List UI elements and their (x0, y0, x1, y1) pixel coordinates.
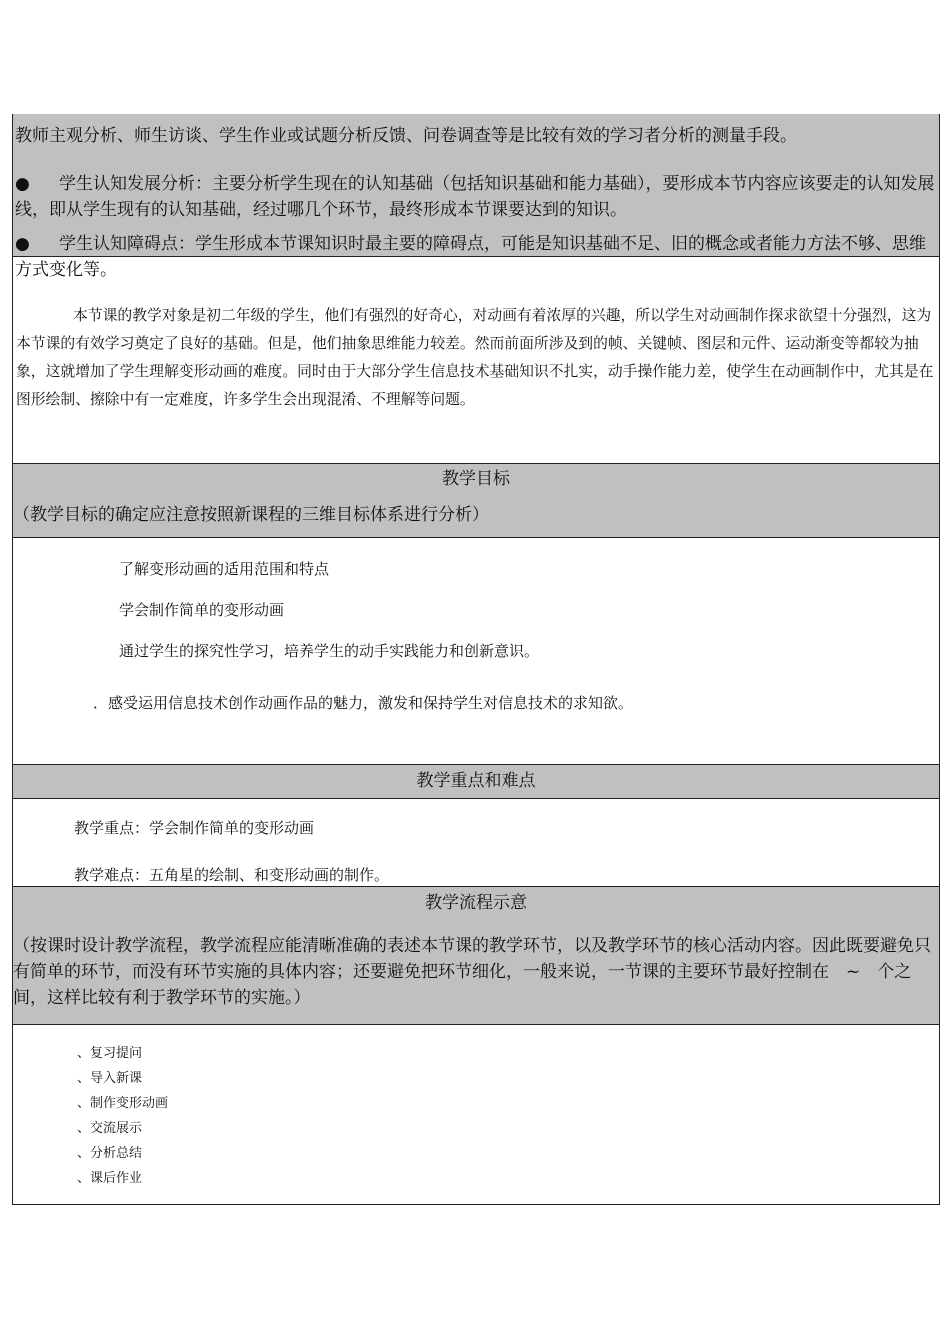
cognitive-development-item (15, 171, 937, 223)
flow-step: 、交流展示 (77, 1121, 143, 1136)
teaching-goals-header (12, 464, 940, 538)
learner-description-section (12, 257, 940, 464)
flow-step: 、复习提问 (77, 1046, 143, 1061)
keypoints-header (12, 764, 940, 799)
teaching-flow-title: 教学流程示意 (425, 893, 527, 913)
teaching-goals-list (12, 538, 940, 765)
cognitive-obstacle-text: 学生认知障碍点：学生形成本节课知识时最主要的障碍点，可能是知识基础不足、旧的概念或者能力方法不够、思维方式变化等。 (15, 234, 926, 280)
flow-step: 、制作变形动画 (77, 1096, 169, 1111)
teaching-flow-steps (12, 1024, 940, 1205)
flow-step: 、导入新课 (77, 1071, 143, 1086)
goal-item: 通过学生的探究性学习，培养学生的动手实践能力和创新意识。 (119, 642, 540, 660)
goal-item: 了解变形动画的适用范围和特点 (119, 560, 330, 578)
flow-step: 、课后作业 (77, 1171, 143, 1186)
key-point-text: 教学重点：学会制作简单的变形动画 (74, 819, 315, 837)
bullet-icon: ● (15, 234, 30, 254)
keypoints-title: 教学重点和难点 (416, 771, 536, 791)
bullet-icon: ● (15, 174, 30, 194)
goal-item: 学会制作简单的变形动画 (119, 601, 285, 619)
goal-item-emotion: ．感受运用信息技术创作动画作品的魅力，激发和保持学生对信息技术的求知欲。 (93, 694, 634, 712)
flow-step: 、分析总结 (77, 1146, 143, 1161)
learner-description-text: 本节课的教学对象是初二年级的学生，他们有强烈的好奇心，对动画有着浓厚的兴趣，所以学生对动画制作探求欲望十分强烈，这为本节课的有效学习奠定了良好的基础。但是，他们抽象思维能力较差。然而前面所涉及到的帧、关键帧、图层和元件、运动渐变等都较为抽象，这就增加了学生理解变形动画的难度。同时由于大部分学生信息技术基础知识不扎实，动手操作能力差，使学生在动画制作中，尤其是在图形绘制、擦除中有一定难度，许多学生会出现混淆、不理解等问题。 (16, 307, 934, 408)
analysis-intro-text: 教师主观分析、师生访谈、学生作业或试题分析反馈、问卷调查等是比较有效的学习者分析的测量手段。 (15, 126, 797, 146)
teaching-flow-header (12, 886, 940, 1025)
difficult-point-text: 教学难点：五角星的绘制、和变形动画的制作。 (74, 866, 390, 884)
keypoints-content (12, 798, 940, 887)
analysis-guidance-section (12, 114, 940, 280)
teaching-goals-title: 教学目标 (442, 469, 510, 489)
cognitive-development-text: 学生认知发展分析：主要分析学生现在的认知基础（包括知识基础和能力基础），要形成本节内容应该要走的认知发展线，即从学生现有的认知基础，经过哪几个环节，最终形成本节课要达到的知识。 (15, 174, 935, 220)
teaching-flow-note: （按课时设计教学流程，教学流程应能清晰准确的表述本节课的教学环节，以及教学环节的核心活动内容。因此既要避免只有简单的环节，而没有环节实施的具体内容；还要避免把环节细化，一般来说，一节课的主要环节最好控制在 ~ 个之间，这样比较有利于教学环节的实施。） (13, 936, 931, 1008)
teaching-goals-note: （教学目标的确定应注意按照新课程的三维目标体系进行分析） (13, 505, 489, 525)
